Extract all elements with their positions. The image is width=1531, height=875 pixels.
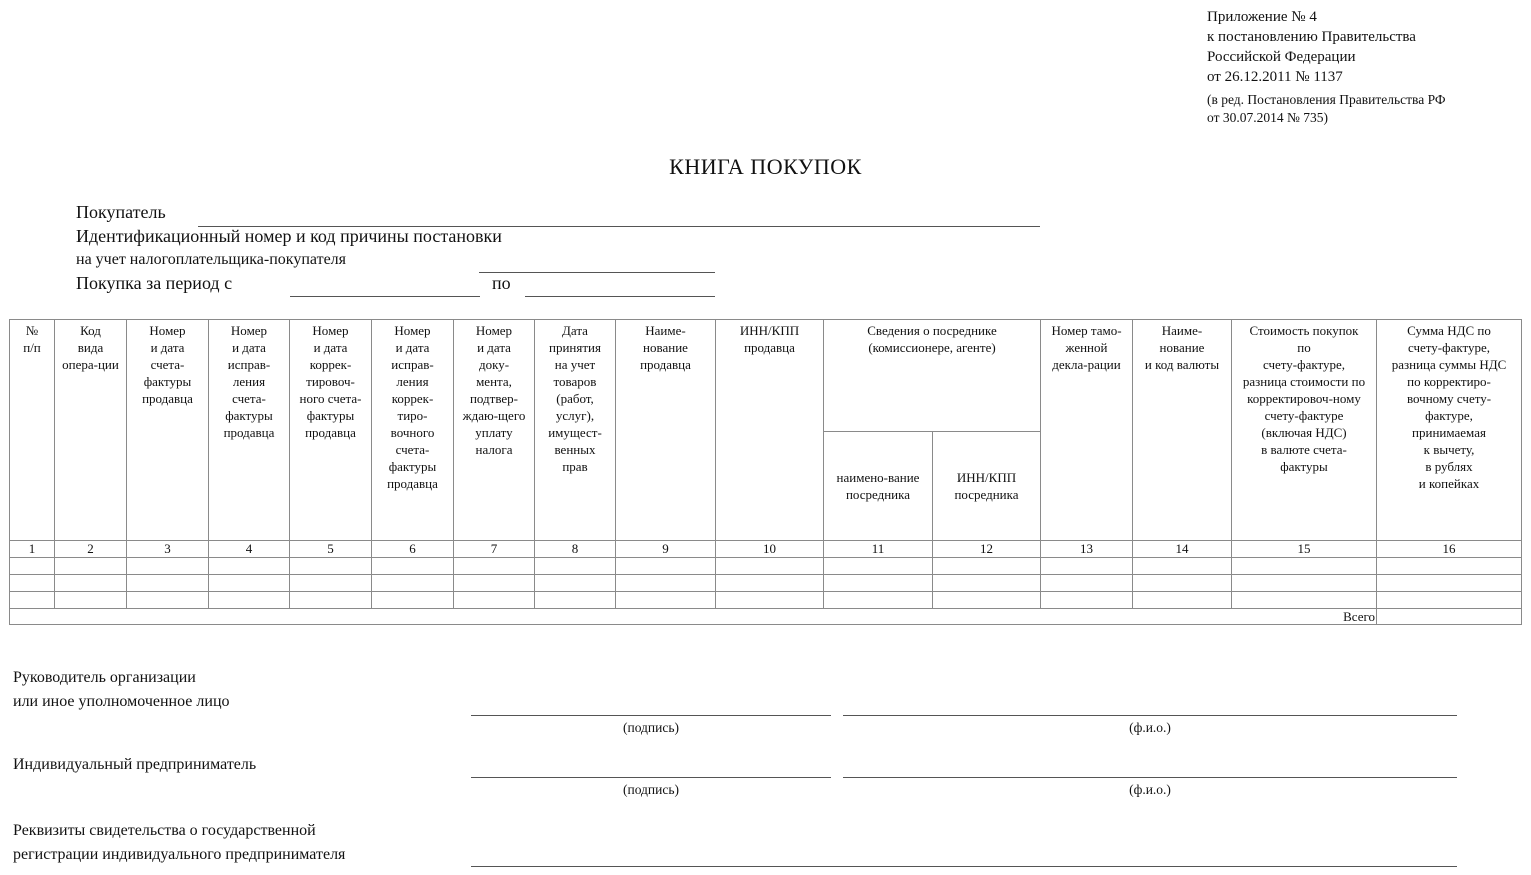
amendment-line-1: (в ред. Постановления Правительства РФ — [1207, 92, 1446, 107]
table-cell[interactable] — [290, 592, 372, 609]
table-cell[interactable] — [824, 592, 933, 609]
registration-field-line[interactable] — [471, 866, 1457, 867]
table-cell[interactable] — [616, 575, 716, 592]
column-header: Номер и дата коррек- тировоч- ного счета- фактуры продавца — [290, 320, 372, 541]
table-cell[interactable] — [55, 575, 127, 592]
column-number: 4 — [209, 541, 290, 558]
table-cell[interactable] — [290, 558, 372, 575]
table-cell[interactable] — [1041, 575, 1133, 592]
table-cell[interactable] — [716, 558, 824, 575]
registration-label-line-1: Реквизиты свидетельства о государственной — [13, 822, 316, 839]
table-cell[interactable] — [372, 592, 454, 609]
total-label: Всего — [10, 609, 1377, 625]
table-cell[interactable] — [824, 575, 933, 592]
column-header: Код вида опера-ции — [55, 320, 127, 541]
total-row — [10, 609, 1522, 625]
registration-label-line-2: регистрации индивидуального предпринимателя — [13, 846, 346, 863]
head-name-caption: (ф.и.о.) — [1129, 720, 1171, 735]
table-cell[interactable] — [372, 558, 454, 575]
entrepreneur-signature-caption: (подпись) — [622, 782, 680, 797]
table-cell[interactable] — [535, 592, 616, 609]
table-cell[interactable] — [1041, 592, 1133, 609]
inn-field-line[interactable] — [479, 272, 715, 273]
column-number: 8 — [535, 541, 616, 558]
head-label — [13, 666, 230, 714]
column-number: 14 — [1133, 541, 1232, 558]
table-cell[interactable] — [127, 592, 209, 609]
table-cell[interactable] — [1232, 575, 1377, 592]
column-number: 15 — [1232, 541, 1377, 558]
table-cell[interactable] — [1377, 558, 1522, 575]
column-number: 10 — [716, 541, 824, 558]
purchase-book-table — [9, 319, 1522, 625]
table-cell[interactable] — [454, 592, 535, 609]
table-cell[interactable] — [55, 558, 127, 575]
entrepreneur-name-caption: (ф.и.о.) — [1129, 782, 1171, 797]
column-number: 6 — [372, 541, 454, 558]
amendment-note — [1207, 91, 1446, 127]
table-cell[interactable] — [127, 558, 209, 575]
table-cell[interactable] — [1232, 558, 1377, 575]
inn-label-continued: на учет налогоплательщика-покупателя — [76, 251, 347, 268]
head-name-line[interactable] — [843, 715, 1457, 716]
table-cell[interactable] — [1133, 592, 1232, 609]
table-cell[interactable] — [290, 575, 372, 592]
table-cell[interactable] — [1377, 592, 1522, 609]
column-number: 5 — [290, 541, 372, 558]
column-number: 16 — [1377, 541, 1522, 558]
column-number: 3 — [127, 541, 209, 558]
column-header: Номер и дата исправ- ления коррек- тиро- вочного счета- фактуры продавца — [372, 320, 454, 541]
appendix-note — [1207, 7, 1446, 127]
inn-label: Идентификационный номер и код причины постановки — [76, 226, 502, 246]
subcolumn-header: ИНН/КПП посредника — [933, 432, 1041, 541]
column-header: Дата принятия на учет товаров (работ, услуг), имущест- венных прав — [535, 320, 616, 541]
buyer-label: Покупатель — [76, 202, 166, 222]
entrepreneur-signature-line[interactable] — [471, 777, 831, 778]
column-header: Сумма НДС по счету-фактуре, разница суммы НДС по корректиро- вочному счету- фактуре, принимаемая к вычету, в рублях и копейках — [1377, 320, 1522, 541]
head-label-line-2: или иное уполномоченное лицо — [13, 693, 230, 710]
column-header: Номер и дата исправ- ления счета- фактуры продавца — [209, 320, 290, 541]
table-cell[interactable] — [55, 592, 127, 609]
table-cell[interactable] — [209, 575, 290, 592]
column-numbers-row — [10, 541, 1522, 558]
period-label: Покупка за период с — [76, 273, 233, 293]
table-cell[interactable] — [535, 558, 616, 575]
column-number: 13 — [1041, 541, 1133, 558]
intermediary-header: Сведения о посреднике (комиссионере, агенте) — [824, 320, 1041, 432]
table-cell[interactable] — [10, 592, 55, 609]
column-header: № п/п — [10, 320, 55, 541]
table-cell[interactable] — [454, 575, 535, 592]
table-cell[interactable] — [1232, 592, 1377, 609]
page-title: КНИГА ПОКУПОК — [669, 154, 862, 179]
table-cell[interactable] — [933, 592, 1041, 609]
appendix-line-4: от 26.12.2011 № 1137 — [1207, 69, 1343, 85]
table-cell[interactable] — [535, 575, 616, 592]
table-cell[interactable] — [454, 558, 535, 575]
column-header: Наиме- нование продавца — [616, 320, 716, 541]
table-cell[interactable] — [616, 558, 716, 575]
appendix-line-2: к постановлению Правительства — [1207, 29, 1416, 45]
table-cell[interactable] — [10, 575, 55, 592]
head-signature-line[interactable] — [471, 715, 831, 716]
table-row — [10, 592, 1522, 609]
table-cell[interactable] — [127, 575, 209, 592]
amendment-line-2: от 30.07.2014 № 735) — [1207, 110, 1328, 125]
period-from-line[interactable] — [290, 296, 480, 297]
column-number: 9 — [616, 541, 716, 558]
table-cell[interactable] — [933, 558, 1041, 575]
head-signature-caption: (подпись) — [622, 720, 680, 735]
table-cell[interactable] — [933, 575, 1041, 592]
table-cell[interactable] — [824, 558, 933, 575]
table-cell[interactable] — [716, 575, 824, 592]
appendix-line-3: Российской Федерации — [1207, 49, 1356, 65]
column-header: Наиме- нование и код валюты — [1133, 320, 1232, 541]
column-number: 12 — [933, 541, 1041, 558]
period-to-line[interactable] — [525, 296, 715, 297]
table-cell[interactable] — [1377, 575, 1522, 592]
table-cell[interactable] — [1133, 558, 1232, 575]
column-header: ИНН/КПП продавца — [716, 320, 824, 541]
table-cell[interactable] — [616, 592, 716, 609]
entrepreneur-name-line[interactable] — [843, 777, 1457, 778]
table-cell[interactable] — [716, 592, 824, 609]
table-cell[interactable] — [1133, 575, 1232, 592]
subcolumn-header: наимено-вание посредника — [824, 432, 933, 541]
column-number: 11 — [824, 541, 933, 558]
table-cell[interactable] — [209, 592, 290, 609]
table-cell[interactable] — [10, 558, 55, 575]
total-vat-cell[interactable] — [1377, 609, 1522, 625]
table-header-row — [10, 320, 1522, 432]
head-label-line-1: Руководитель организации — [13, 669, 196, 686]
table-row — [10, 558, 1522, 575]
column-header: Номер тамо- женной декла-рации — [1041, 320, 1133, 541]
entrepreneur-label: Индивидуальный предприниматель — [13, 756, 257, 773]
appendix-line-1: Приложение № 4 — [1207, 9, 1317, 25]
column-header: Номер и дата счета- фактуры продавца — [127, 320, 209, 541]
column-header: Стоимость покупок по счету-фактуре, разница стоимости по корректировоч-ному счету-фактуре (включая НДС) в валюте счета- фактуры — [1232, 320, 1377, 541]
table-cell[interactable] — [372, 575, 454, 592]
column-number: 2 — [55, 541, 127, 558]
column-number: 1 — [10, 541, 55, 558]
column-number: 7 — [454, 541, 535, 558]
table-row — [10, 575, 1522, 592]
period-to-label: по — [492, 273, 511, 293]
column-header: Номер и дата доку- мента, подтвер- ждаю-щего уплату налога — [454, 320, 535, 541]
table-cell[interactable] — [1041, 558, 1133, 575]
registration-label — [13, 819, 345, 867]
table-cell[interactable] — [209, 558, 290, 575]
